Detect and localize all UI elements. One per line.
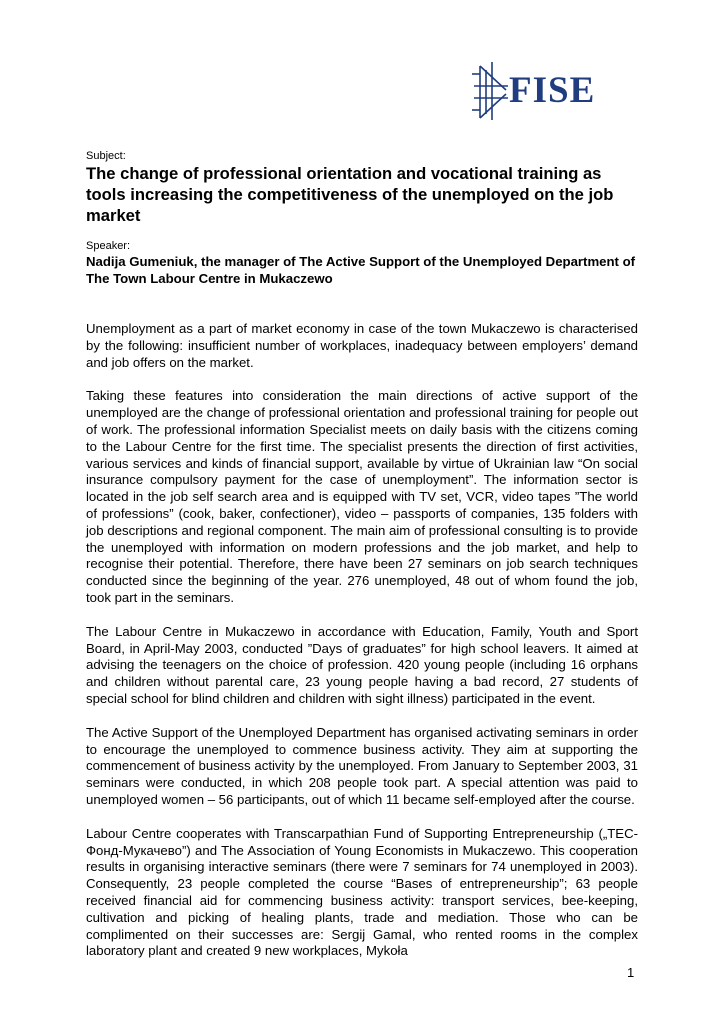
paragraph: Unemployment as a part of market economy in case of the town Mukaczewo is characterised by the following: insufficient number of workplaces, inadequacy between employers’ demand and job offers on the market.: [86, 321, 638, 370]
fise-logo-text: FISE: [509, 70, 596, 111]
speaker-name: Nadija Gumeniuk, the manager of The Active Support of the Unemployed Department of The Town Labour Centre in Mukaczewo: [86, 254, 636, 286]
paragraph: Labour Centre cooperates with Transcarpathian Fund of Supporting Entrepreneurship („ТЕС-Фонд-Мукачево”) and The Association of Young Economists in Mukaczewo. This cooperation results in organising interactive seminars (there were 7 seminars for 74 unemployed in 2003). Consequently, 23 people completed the course “Bases of entrepreneurship”; 63 people received financial aid for commencing business activity: transport services, bee-keeping, cultivation and picking of healing plants, trade and mediation. Those who can be complimented on their successes are: Sergij Gamal, who rented rooms in the complex laboratory plant and created 9 new workplaces, Mykoła: [86, 825, 638, 959]
page-number: 1: [627, 965, 635, 980]
subject-label: Subject:: [86, 150, 126, 162]
paragraph: Taking these features into consideration the main directions of active support of the unemployed are the change of professional orientation and professional training for people out of work. The professional information Specialist meets on daily basis with the citizens coming to the Labour Centre for the first time. The specialist presents the direction of first activities, various services and kinds of financial support, available by virtue of Ukrainian law “On social insurance compulsory payment for the case of unemployment”. The information sector is located in the job self search area and is equipped with TV set, VCR, video tapes ”The world of professions” (cook, baker, confectioner), video – passports of companies, 135 folders with job descriptions and regional component. The main aim of professional consulting is to provide the unemployed with information on modern professions and the job market, and help to recognise their potential. Therefore, there have been 27 seminars on job search techniques conducted since the beginning of the year. 276 unemployed, 48 out of whom found the job, took part in the seminars.: [86, 388, 638, 605]
speaker-label: Speaker:: [86, 240, 131, 252]
document-title: The change of professional orientation and vocational training as tools increasing the competitiveness of the unemployed on the job market: [86, 164, 614, 225]
paragraph: The Labour Centre in Mukaczewo in accordance with Education, Family, Youth and Sport Board, in April-May 2003, conducted ”Days of graduates” for high school leavers. It aimed at advising the teenagers on the choice of profession. 420 young people (including 16 orphans and children without parental care, 23 young people having a bad record, 27 students of special school for blind children and children with sight illness) participated in the event.: [86, 623, 638, 706]
document-body: [86, 150, 638, 960]
paragraph: The Active Support of the Unemployed Department has organised activating seminars in order to encourage the unemployed to commence business activity. They aim at supporting the commencement of business activity by the unemployed. From January to September 2003, 31 seminars were conducted, in which 208 people took part. A special attention was paid to unemployed women – 56 participants, out of which 11 became self-employed after the course.: [86, 724, 638, 807]
